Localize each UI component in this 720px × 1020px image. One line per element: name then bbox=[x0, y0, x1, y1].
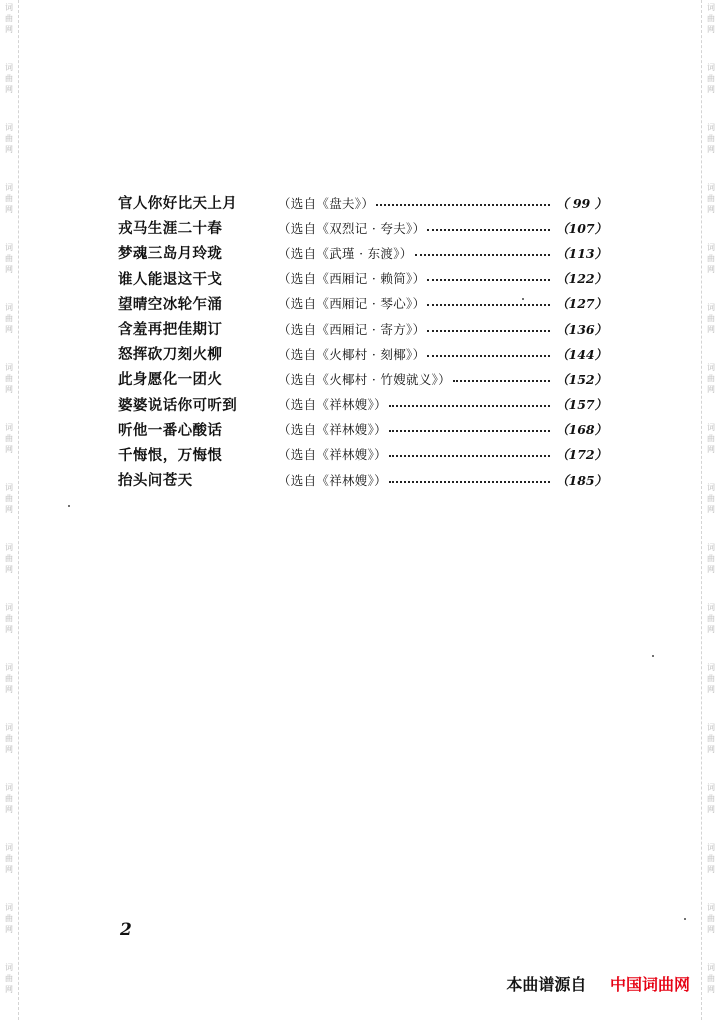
toc-entry-source: （选自《西厢记 · 琴心》） bbox=[278, 296, 426, 312]
watermark-text: 词曲网 bbox=[707, 3, 715, 34]
page-number: 2 bbox=[120, 920, 132, 940]
watermark-text: 词曲网 bbox=[707, 843, 715, 874]
toc-entry-source: （选自《西厢记 · 赖简》） bbox=[278, 271, 426, 287]
toc-entry-title: 含羞再把佳期订 bbox=[118, 321, 223, 339]
toc-entry-page: （122） bbox=[556, 271, 608, 287]
toc-entry-title: 梦魂三岛月玲珑 bbox=[118, 245, 223, 263]
source-label: 本曲谱源自 bbox=[506, 975, 587, 994]
watermark-text: 词曲网 bbox=[707, 663, 715, 694]
toc-entry-title: 怒挥砍刀刻火柳 bbox=[118, 346, 223, 364]
watermark-text: 词曲网 bbox=[707, 723, 715, 754]
toc-entry bbox=[118, 291, 608, 316]
scan-speck bbox=[68, 505, 70, 507]
toc-entry-source: （选自《盘夫》） bbox=[278, 195, 375, 211]
toc-entry-source: （选自《火椰村 · 竹嫂就义》） bbox=[278, 371, 451, 387]
toc-entry-title: 千悔恨，万悔恨 bbox=[118, 446, 223, 464]
toc-entry-title: 此身愿化一团火 bbox=[118, 371, 223, 389]
dot-leader bbox=[427, 304, 550, 306]
toc-entry bbox=[118, 215, 608, 240]
watermark-text: 词曲网 bbox=[707, 423, 715, 454]
watermark-text: 词曲网 bbox=[5, 63, 13, 94]
watermark-text: 词曲网 bbox=[5, 603, 13, 634]
toc-entry bbox=[118, 366, 608, 391]
dot-leader bbox=[389, 455, 550, 457]
toc-entry bbox=[118, 316, 608, 341]
toc-entry-title: 婆婆说话你可听到 bbox=[118, 396, 238, 414]
watermark-text: 词曲网 bbox=[5, 963, 13, 994]
watermark-text: 词曲网 bbox=[707, 903, 715, 934]
toc-entry bbox=[118, 190, 608, 215]
watermark-text: 词曲网 bbox=[707, 183, 715, 214]
toc-entry-page: （185） bbox=[556, 472, 608, 488]
toc-entry-source: （选自《祥林嫂》） bbox=[278, 422, 387, 438]
toc-entry bbox=[118, 442, 608, 467]
toc-entry-page: （113） bbox=[556, 245, 608, 261]
dot-leader bbox=[415, 254, 550, 256]
toc-entry-page: （157） bbox=[556, 397, 608, 413]
toc-entry-source: （选自《西厢记 · 寄方》） bbox=[278, 321, 426, 337]
toc-entry-source: （选自《双烈记 · 夸夫》） bbox=[278, 220, 426, 236]
watermark-text: 词曲网 bbox=[5, 843, 13, 874]
toc-entry-source: （选自《祥林嫂》） bbox=[278, 472, 387, 488]
watermark-text: 词曲网 bbox=[5, 243, 13, 274]
source-footer bbox=[506, 972, 690, 995]
watermark-text: 词曲网 bbox=[5, 903, 13, 934]
watermark-text: 词曲网 bbox=[707, 123, 715, 154]
toc-entry-title: 听他一番心酸话 bbox=[118, 421, 223, 439]
scan-speck bbox=[684, 918, 686, 920]
dot-leader bbox=[453, 380, 550, 382]
toc-entry-source: （选自《火椰村 · 刻椰》） bbox=[278, 346, 426, 362]
left-margin-watermark bbox=[0, 0, 19, 1020]
toc-entry bbox=[118, 392, 608, 417]
watermark-text: 词曲网 bbox=[5, 543, 13, 574]
dot-leader bbox=[427, 229, 550, 231]
watermark-text: 词曲网 bbox=[5, 123, 13, 154]
toc-entry-page: （ 99 ） bbox=[556, 195, 608, 211]
watermark-text: 词曲网 bbox=[5, 723, 13, 754]
toc-entry-page: （136） bbox=[556, 321, 608, 337]
toc-entry bbox=[118, 266, 608, 291]
toc-entry bbox=[118, 467, 608, 492]
toc-entry-page: （152） bbox=[556, 371, 608, 387]
watermark-text: 词曲网 bbox=[5, 363, 13, 394]
dot-leader bbox=[389, 405, 550, 407]
watermark-text: 词曲网 bbox=[5, 483, 13, 514]
dot-leader bbox=[389, 430, 550, 432]
dot-leader bbox=[427, 355, 550, 357]
toc-entry bbox=[118, 417, 608, 442]
toc-entry-source: （选自《祥林嫂》） bbox=[278, 397, 387, 413]
toc-entry-page: （168） bbox=[556, 422, 608, 438]
dot-leader bbox=[389, 481, 550, 483]
toc-entry-source: （选自《武瑾 · 东渡》） bbox=[278, 245, 413, 261]
dot-leader bbox=[427, 279, 550, 281]
toc-entry-page: （172） bbox=[556, 447, 608, 463]
toc-entry-source: （选自《祥林嫂》） bbox=[278, 447, 387, 463]
watermark-text: 词曲网 bbox=[5, 783, 13, 814]
toc-entry-title: 望晴空冰轮乍涌 bbox=[118, 295, 223, 313]
scan-speck bbox=[522, 298, 524, 300]
watermark-text: 词曲网 bbox=[707, 363, 715, 394]
table-of-contents bbox=[118, 190, 608, 492]
watermark-text: 词曲网 bbox=[5, 663, 13, 694]
watermark-text: 词曲网 bbox=[5, 423, 13, 454]
watermark-text: 词曲网 bbox=[707, 303, 715, 334]
dot-leader bbox=[427, 330, 550, 332]
watermark-text: 词曲网 bbox=[5, 183, 13, 214]
toc-entry-title: 戎马生涯二十春 bbox=[118, 220, 223, 238]
toc-entry-title: 谁人能退这干戈 bbox=[118, 270, 223, 288]
watermark-text: 词曲网 bbox=[707, 483, 715, 514]
toc-entry-title: 官人你好比天上月 bbox=[118, 195, 238, 213]
scan-speck bbox=[652, 655, 654, 657]
watermark-text: 词曲网 bbox=[707, 963, 715, 994]
right-margin-watermark bbox=[701, 0, 720, 1020]
dot-leader bbox=[376, 204, 550, 206]
watermark-text: 词曲网 bbox=[707, 543, 715, 574]
toc-entry-page: （144） bbox=[556, 346, 608, 362]
toc-entry-page: （127） bbox=[556, 296, 608, 312]
watermark-text: 词曲网 bbox=[707, 783, 715, 814]
watermark-text: 词曲网 bbox=[707, 603, 715, 634]
toc-entry bbox=[118, 240, 608, 265]
toc-entry-page: （107） bbox=[556, 220, 608, 236]
toc-entry-title: 抬头问苍天 bbox=[118, 472, 193, 490]
watermark-text: 词曲网 bbox=[707, 243, 715, 274]
watermark-text: 词曲网 bbox=[5, 303, 13, 334]
toc-entry bbox=[118, 341, 608, 366]
watermark-text: 词曲网 bbox=[707, 63, 715, 94]
source-brand[interactable]: 中国词曲网 bbox=[609, 975, 690, 994]
watermark-text: 词曲网 bbox=[5, 3, 13, 34]
